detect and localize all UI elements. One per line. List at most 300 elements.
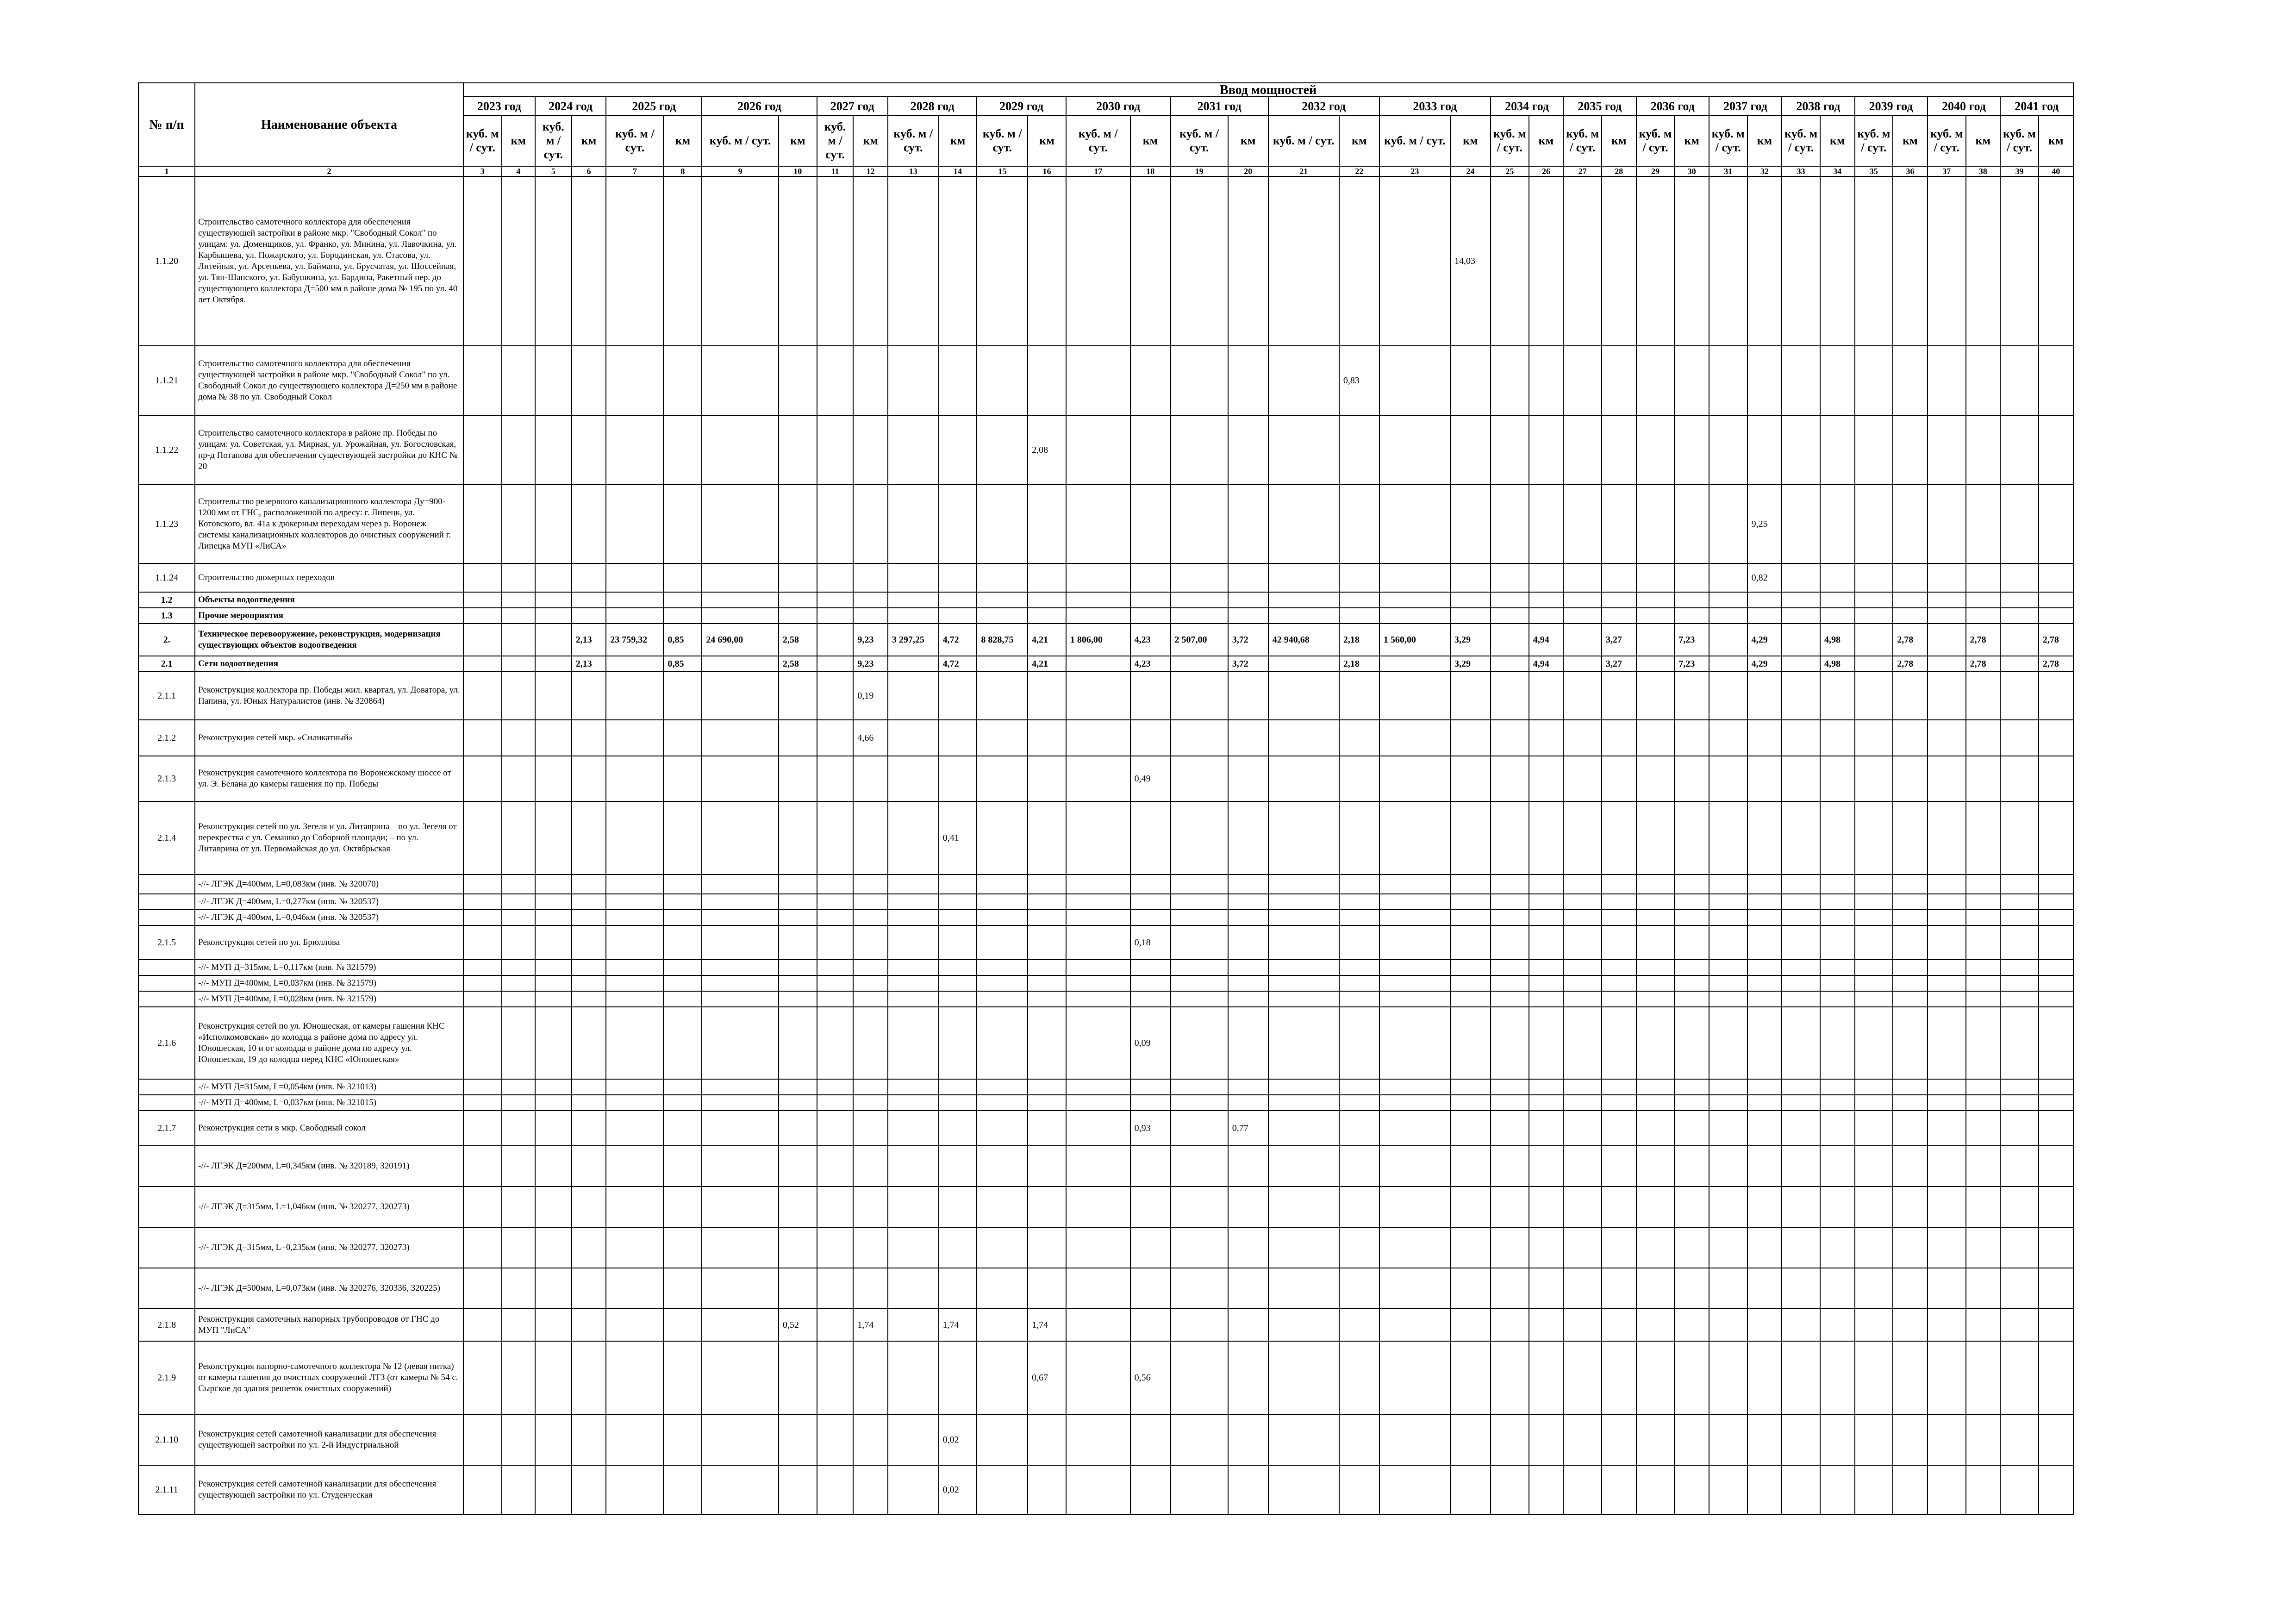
row-empty-cell [1130, 894, 1171, 910]
row-empty-cell [2000, 756, 2039, 801]
row-empty-cell [977, 176, 1028, 346]
row-empty-cell [1966, 592, 2001, 608]
row-empty-cell [1529, 1309, 1564, 1341]
row-empty-cell [1529, 346, 1564, 415]
row-empty-cell [1028, 1146, 1066, 1187]
row-empty-cell [1709, 1111, 1747, 1146]
row-empty-cell [502, 720, 535, 756]
row-empty-cell [1379, 608, 1450, 624]
row-empty-cell [1782, 1268, 1820, 1309]
row-object-name: Сети водоотведения [195, 656, 463, 672]
row-empty-cell [1228, 991, 1268, 1007]
row-empty-cell [1820, 1079, 1855, 1095]
row-empty-cell [1563, 1095, 1602, 1111]
row-empty-cell [535, 656, 572, 672]
row-empty-cell [663, 1079, 702, 1095]
row-empty-cell [977, 801, 1028, 874]
column-index: 27 [1563, 166, 1602, 176]
row-empty-cell [1636, 1095, 1675, 1111]
row-empty-cell [702, 975, 779, 991]
row-empty-cell [663, 1268, 702, 1309]
row-empty-cell [1602, 1079, 1636, 1095]
row-empty-cell [1820, 1227, 1855, 1268]
row-empty-cell [817, 1079, 854, 1095]
row-empty-cell [1028, 720, 1066, 756]
row-empty-cell [1928, 1146, 1966, 1187]
row-empty-cell [1228, 1227, 1268, 1268]
row-empty-cell [779, 1146, 817, 1187]
table-row [138, 563, 2073, 592]
row-empty-cell [1066, 1268, 1130, 1309]
row-empty-cell [1066, 346, 1130, 415]
row-empty-cell [1450, 1095, 1491, 1111]
row-empty-cell [888, 656, 939, 672]
row-empty-cell [1379, 1095, 1450, 1111]
row-empty-cell [1171, 1341, 1228, 1414]
row-empty-cell [888, 1465, 939, 1514]
row-empty-cell [853, 1341, 888, 1414]
row-empty-cell [702, 801, 779, 874]
row-empty-cell [1066, 1079, 1130, 1095]
row-empty-cell [779, 1465, 817, 1514]
row-empty-cell [1674, 672, 1709, 720]
row-empty-cell [1602, 1465, 1636, 1514]
header-year: 2040 год [1928, 97, 2000, 115]
row-empty-cell [1820, 975, 1855, 991]
row-empty-cell [939, 1079, 977, 1095]
row-empty-cell [977, 894, 1028, 910]
row-empty-cell [1782, 1007, 1820, 1079]
row-empty-cell [663, 1465, 702, 1514]
row-empty-cell [1563, 672, 1602, 720]
row-empty-cell [1709, 991, 1747, 1007]
row-empty-cell [779, 1079, 817, 1095]
row-empty-cell [1028, 756, 1066, 801]
row-empty-cell [977, 975, 1028, 991]
row-empty-cell [977, 925, 1028, 960]
row-empty-cell [1602, 1187, 1636, 1227]
row-empty-cell [463, 991, 502, 1007]
row-empty-cell [606, 874, 663, 894]
row-empty-cell [1268, 1268, 1339, 1309]
row-empty-cell [1130, 608, 1171, 624]
row-empty-cell [1339, 925, 1379, 960]
row-empty-cell [1709, 1227, 1747, 1268]
row-empty-cell [1130, 563, 1171, 592]
row-value-cell: 0,67 [1028, 1341, 1066, 1414]
row-empty-cell [817, 975, 854, 991]
row-empty-cell [977, 874, 1028, 894]
row-empty-cell [663, 975, 702, 991]
row-empty-cell [1491, 925, 1529, 960]
header-unit-km: км [1674, 115, 1709, 166]
row-value-cell: 4,94 [1529, 624, 1564, 656]
row-empty-cell [1171, 346, 1228, 415]
row-empty-cell [1709, 756, 1747, 801]
row-empty-cell [1529, 1007, 1564, 1079]
row-empty-cell [1563, 925, 1602, 960]
row-empty-cell [1028, 894, 1066, 910]
row-value-cell: 2,78 [1966, 624, 2001, 656]
row-empty-cell [1855, 656, 1893, 672]
row-empty-cell [702, 485, 779, 563]
row-empty-cell [1028, 176, 1066, 346]
row-empty-cell [1855, 485, 1893, 563]
row-empty-cell [663, 1111, 702, 1146]
row-empty-cell [2039, 346, 2073, 415]
row-empty-cell [1602, 1268, 1636, 1309]
row-empty-cell [1709, 1079, 1747, 1095]
row-empty-cell [779, 1095, 817, 1111]
row-number: 2.1.10 [138, 1414, 195, 1465]
row-empty-cell [1130, 1095, 1171, 1111]
row-empty-cell [2039, 720, 2073, 756]
row-empty-cell [606, 608, 663, 624]
row-empty-cell [463, 1111, 502, 1146]
row-empty-cell [1450, 1187, 1491, 1227]
row-empty-cell [535, 608, 572, 624]
row-empty-cell [1602, 1146, 1636, 1187]
row-empty-cell [1228, 894, 1268, 910]
row-object-name: Строительство самотечного коллектора для обеспечения существующей застройки в районе мкр. "Свободный Сокол" по улицам: ул. Доменщиков, ул. Франко, ул. Минина, ул. Лавочкина, ул. Карбышева, ул. Пожарского, ул. Бородинская, ул. Стасова, ул. Литейная, ул. Арсеньева, ул. Баймана, ул. Брусчатая, ул. Шоссейная, ул. Тян-Шанского, ул. Бабушкина, ул. Бардина, Ракетный пер. до существующего коллектора Д=500 мм в районе дома № 195 по ул. 40 лет Октября. [195, 176, 463, 346]
row-empty-cell [1228, 925, 1268, 960]
row-empty-cell [1028, 1111, 1066, 1146]
row-empty-cell [1636, 720, 1675, 756]
row-empty-cell [1636, 874, 1675, 894]
row-empty-cell [1268, 1414, 1339, 1465]
row-empty-cell [1268, 608, 1339, 624]
row-empty-cell [1602, 1309, 1636, 1341]
row-empty-cell [1747, 672, 1782, 720]
row-object-name: -//- МУП Д=315мм, L=0,054км (инв. № 321013) [195, 1079, 463, 1095]
row-empty-cell [1709, 563, 1747, 592]
row-empty-cell [779, 1414, 817, 1465]
row-empty-cell [1529, 592, 1564, 608]
row-value-cell: 2,58 [779, 656, 817, 672]
row-number: 1.2 [138, 592, 195, 608]
row-empty-cell [853, 874, 888, 894]
row-empty-cell [1171, 756, 1228, 801]
row-empty-cell [663, 1007, 702, 1079]
row-empty-cell [853, 1146, 888, 1187]
row-value-cell: 2,78 [1966, 656, 2001, 672]
column-index: 11 [817, 166, 854, 176]
row-empty-cell [1028, 910, 1066, 925]
header-unit-cub: куб. м / сут. [1171, 115, 1228, 166]
row-empty-cell [702, 608, 779, 624]
row-empty-cell [606, 1146, 663, 1187]
row-value-cell: 1 560,00 [1379, 624, 1450, 656]
row-empty-cell [1491, 624, 1529, 656]
row-empty-cell [463, 1341, 502, 1414]
row-empty-cell [2039, 1111, 2073, 1146]
row-empty-cell [502, 608, 535, 624]
header-year: 2025 год [606, 97, 702, 115]
row-empty-cell [1893, 1095, 1928, 1111]
row-value-cell: 0,85 [663, 624, 702, 656]
column-index: 37 [1928, 166, 1966, 176]
row-value-cell: 4,23 [1130, 624, 1171, 656]
row-number: 2.1.2 [138, 720, 195, 756]
row-empty-cell [502, 415, 535, 485]
row-empty-cell [502, 925, 535, 960]
row-empty-cell [1602, 960, 1636, 975]
row-empty-cell [1782, 910, 1820, 925]
row-value-cell: 1 806,00 [1066, 624, 1130, 656]
row-value-cell: 3,27 [1602, 656, 1636, 672]
row-value-cell: 2,13 [572, 656, 606, 672]
row-empty-cell [1602, 672, 1636, 720]
row-empty-cell [1379, 1111, 1450, 1146]
row-empty-cell [888, 1111, 939, 1146]
row-empty-cell [1339, 991, 1379, 1007]
table-row [138, 485, 2073, 563]
row-empty-cell [1820, 801, 1855, 874]
row-empty-cell [1268, 910, 1339, 925]
row-empty-cell [817, 176, 854, 346]
header-unit-km: км [853, 115, 888, 166]
row-empty-cell [1928, 1465, 1966, 1514]
header-year: 2037 год [1709, 97, 1782, 115]
row-empty-cell [853, 1268, 888, 1309]
header-unit-cub: куб. м / сут. [1928, 115, 1966, 166]
row-empty-cell [702, 960, 779, 975]
row-empty-cell [535, 1095, 572, 1111]
row-empty-cell [1855, 894, 1893, 910]
row-empty-cell [1602, 176, 1636, 346]
row-empty-cell [1450, 801, 1491, 874]
row-empty-cell [572, 592, 606, 608]
row-empty-cell [1674, 592, 1709, 608]
header-unit-km: км [1966, 115, 2001, 166]
row-empty-cell [572, 1187, 606, 1227]
row-empty-cell [1747, 960, 1782, 975]
row-empty-cell [1339, 720, 1379, 756]
row-empty-cell [1379, 991, 1450, 1007]
row-number: 2.1.8 [138, 1309, 195, 1341]
row-empty-cell [1966, 720, 2001, 756]
header-unit-km: км [2039, 115, 2073, 166]
row-empty-cell [853, 1414, 888, 1465]
row-empty-cell [1674, 1465, 1709, 1514]
row-empty-cell [1268, 1079, 1339, 1095]
row-empty-cell [535, 1268, 572, 1309]
row-empty-cell [1893, 1227, 1928, 1268]
row-empty-cell [2039, 608, 2073, 624]
row-empty-cell [1379, 1079, 1450, 1095]
row-empty-cell [977, 910, 1028, 925]
row-empty-cell [502, 1465, 535, 1514]
row-empty-cell [853, 1187, 888, 1227]
row-empty-cell [1636, 1227, 1675, 1268]
row-empty-cell [817, 1007, 854, 1079]
header-year: 2033 год [1379, 97, 1491, 115]
column-index: 4 [502, 166, 535, 176]
column-index: 32 [1747, 166, 1782, 176]
row-empty-cell [1450, 563, 1491, 592]
row-empty-cell [1268, 176, 1339, 346]
row-empty-cell [888, 592, 939, 608]
row-empty-cell [2000, 925, 2039, 960]
row-empty-cell [1674, 1341, 1709, 1414]
row-empty-cell [1820, 563, 1855, 592]
header-unit-cub: куб. м / сут. [1066, 115, 1130, 166]
row-empty-cell [1709, 485, 1747, 563]
row-number [138, 1079, 195, 1095]
row-empty-cell [977, 1414, 1028, 1465]
row-empty-cell [817, 592, 854, 608]
row-empty-cell [1563, 1341, 1602, 1414]
row-empty-cell [779, 801, 817, 874]
row-empty-cell [535, 910, 572, 925]
row-empty-cell [702, 991, 779, 1007]
row-empty-cell [1893, 720, 1928, 756]
row-empty-cell [1228, 1341, 1268, 1414]
header-year: 2024 год [535, 97, 606, 115]
row-empty-cell [663, 415, 702, 485]
row-empty-cell [817, 1095, 854, 1111]
row-empty-cell [572, 1309, 606, 1341]
row-object-name: Реконструкция сетей мкр. «Силикатный» [195, 720, 463, 756]
row-value-cell: 0,85 [663, 656, 702, 672]
table-row [138, 592, 2073, 608]
row-empty-cell [1928, 960, 1966, 975]
row-empty-cell [1450, 346, 1491, 415]
row-empty-cell [2039, 1465, 2073, 1514]
row-empty-cell [2000, 1341, 2039, 1414]
row-empty-cell [1820, 672, 1855, 720]
row-number [138, 1227, 195, 1268]
row-empty-cell [888, 485, 939, 563]
row-empty-cell [1782, 925, 1820, 960]
row-empty-cell [1066, 874, 1130, 894]
row-empty-cell [817, 894, 854, 910]
row-number [138, 960, 195, 975]
row-empty-cell [1529, 720, 1564, 756]
row-empty-cell [1820, 346, 1855, 415]
row-empty-cell [1491, 672, 1529, 720]
row-empty-cell [702, 1414, 779, 1465]
column-index: 20 [1228, 166, 1268, 176]
table-row [138, 1095, 2073, 1111]
header-year: 2034 год [1491, 97, 1563, 115]
row-empty-cell [1966, 975, 2001, 991]
row-empty-cell [1529, 1095, 1564, 1111]
row-empty-cell [1966, 1095, 2001, 1111]
row-empty-cell [1893, 1465, 1928, 1514]
row-empty-cell [1268, 1227, 1339, 1268]
row-empty-cell [2000, 1079, 2039, 1095]
row-empty-cell [1782, 991, 1820, 1007]
row-empty-cell [1782, 874, 1820, 894]
row-empty-cell [1339, 592, 1379, 608]
header-unit-cub: куб. м / сут. [1636, 115, 1675, 166]
row-empty-cell [502, 485, 535, 563]
row-number [138, 1187, 195, 1227]
header-unit-km: км [1130, 115, 1171, 166]
row-empty-cell [1855, 801, 1893, 874]
row-empty-cell [1171, 991, 1228, 1007]
row-empty-cell [702, 1146, 779, 1187]
row-empty-cell [1130, 672, 1171, 720]
row-empty-cell [817, 1268, 854, 1309]
row-empty-cell [663, 1146, 702, 1187]
row-empty-cell [1066, 485, 1130, 563]
row-empty-cell [502, 874, 535, 894]
row-empty-cell [1674, 720, 1709, 756]
row-empty-cell [2039, 1095, 2073, 1111]
row-empty-cell [1491, 176, 1529, 346]
row-empty-cell [1893, 176, 1928, 346]
row-empty-cell [779, 991, 817, 1007]
row-empty-cell [702, 1341, 779, 1414]
row-empty-cell [1709, 1007, 1747, 1079]
row-empty-cell [939, 176, 977, 346]
row-empty-cell [1228, 415, 1268, 485]
row-empty-cell [1928, 910, 1966, 925]
row-empty-cell [1450, 1227, 1491, 1268]
row-empty-cell [1674, 925, 1709, 960]
row-value-cell: 4,29 [1747, 624, 1782, 656]
row-empty-cell [1893, 672, 1928, 720]
row-empty-cell [977, 485, 1028, 563]
row-value-cell: 0,49 [1130, 756, 1171, 801]
row-empty-cell [1966, 346, 2001, 415]
row-empty-cell [606, 346, 663, 415]
row-empty-cell [853, 346, 888, 415]
row-empty-cell [2039, 1268, 2073, 1309]
row-empty-cell [1529, 1079, 1564, 1095]
row-empty-cell [1450, 720, 1491, 756]
row-empty-cell [572, 1268, 606, 1309]
row-empty-cell [502, 624, 535, 656]
row-empty-cell [1268, 672, 1339, 720]
row-empty-cell [1268, 485, 1339, 563]
column-index: 7 [606, 166, 663, 176]
row-empty-cell [1855, 925, 1893, 960]
row-empty-cell [1928, 1187, 1966, 1227]
row-empty-cell [977, 346, 1028, 415]
row-empty-cell [1928, 1341, 1966, 1414]
row-number [138, 874, 195, 894]
row-empty-cell [1028, 925, 1066, 960]
row-empty-cell [1379, 563, 1450, 592]
row-empty-cell [1529, 975, 1564, 991]
row-empty-cell [606, 563, 663, 592]
row-empty-cell [817, 720, 854, 756]
row-empty-cell [1855, 975, 1893, 991]
row-empty-cell [1450, 1268, 1491, 1309]
row-empty-cell [1709, 415, 1747, 485]
row-empty-cell [702, 1268, 779, 1309]
row-empty-cell [1893, 874, 1928, 894]
row-empty-cell [663, 485, 702, 563]
row-empty-cell [1228, 1095, 1268, 1111]
row-empty-cell [1268, 1309, 1339, 1341]
row-empty-cell [1674, 1227, 1709, 1268]
row-empty-cell [1563, 1227, 1602, 1268]
header-unit-cub: куб. м / сут. [702, 115, 779, 166]
row-empty-cell [1674, 415, 1709, 485]
row-empty-cell [572, 960, 606, 975]
column-index: 15 [977, 166, 1028, 176]
row-empty-cell [779, 563, 817, 592]
row-empty-cell [1529, 563, 1564, 592]
row-empty-cell [1966, 756, 2001, 801]
row-empty-cell [853, 1111, 888, 1146]
row-empty-cell [1130, 1079, 1171, 1095]
row-empty-cell [1066, 894, 1130, 910]
